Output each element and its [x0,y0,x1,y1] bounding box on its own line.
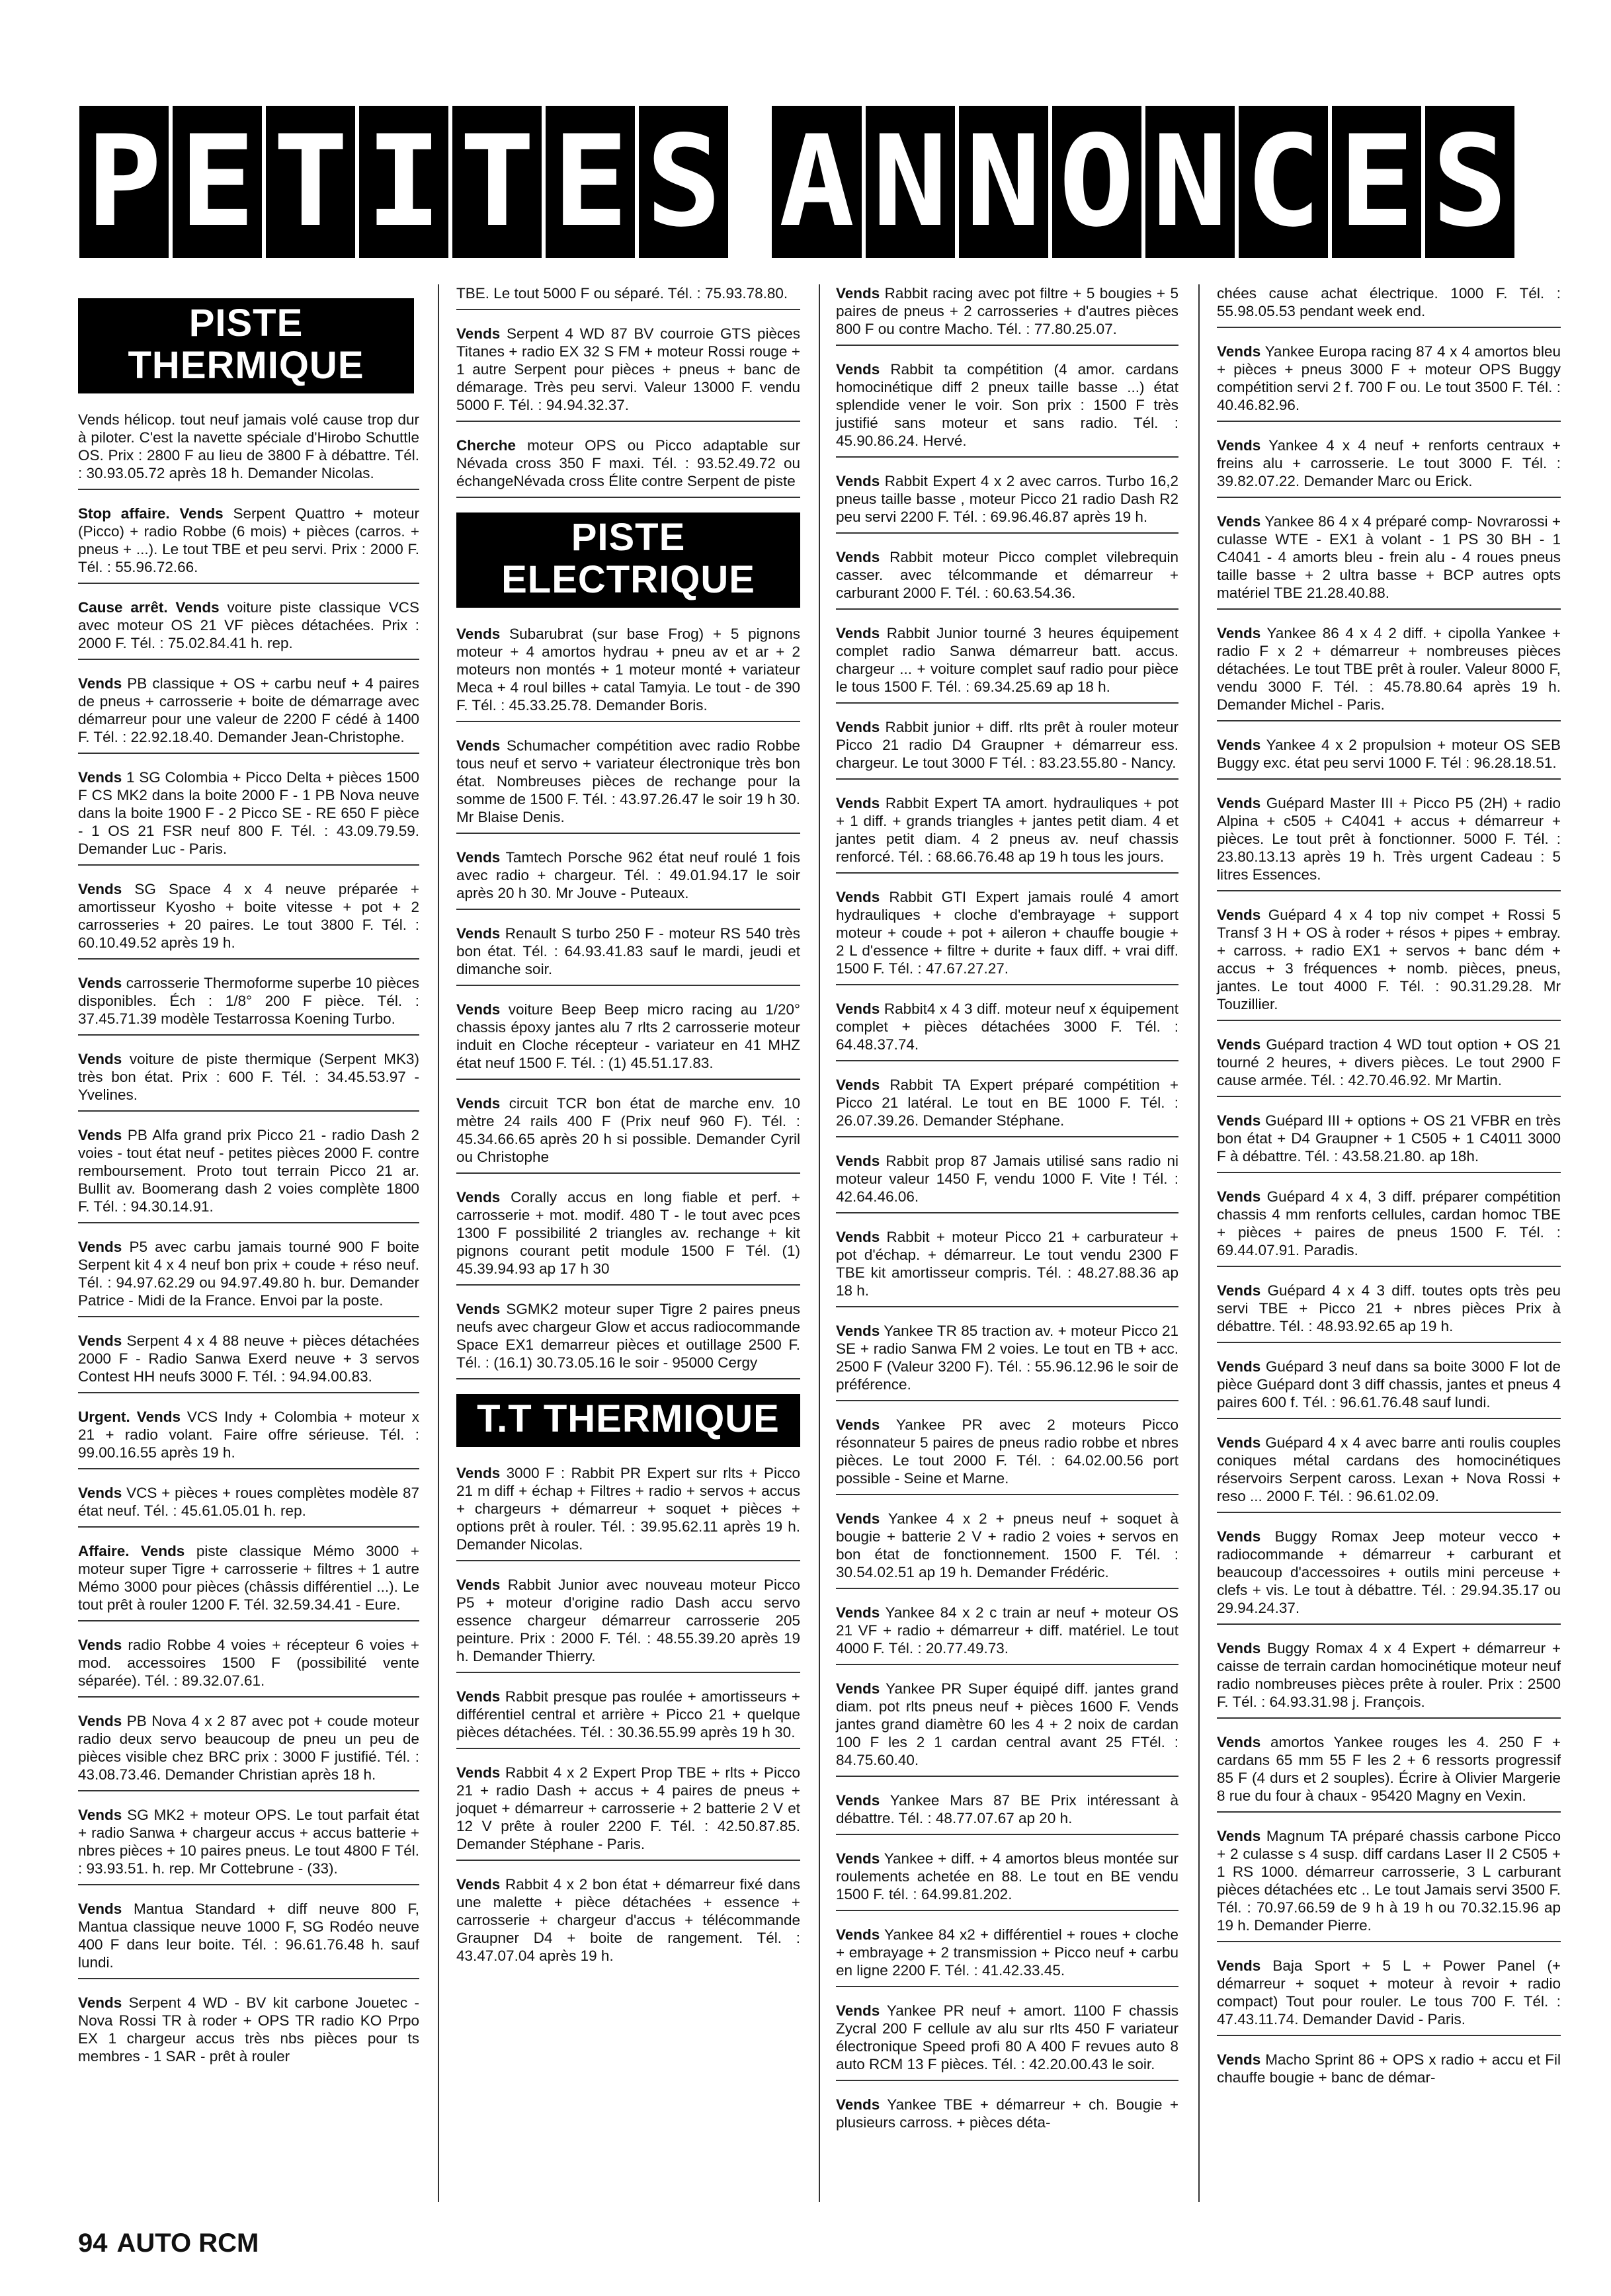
ad-text: Baja Sport + 5 L + Power Panel (+ démarreur + soquet + moteur à revoir + radio compact) Tout pour rouler. Le tous 700 F. Tél. : 47.43.11.74. Demander David - Paris. [1217,1957,1561,2028]
ad-lead: Cause arrêt. Vends [78,599,220,616]
ad-lead: Cherche [456,437,516,454]
ad-lead: Vends [78,769,122,786]
ad-lead: Vends [836,1323,880,1339]
ad-lead: Vends [836,889,880,905]
ad-text: Corally accus en long fiable et perf. + carrosserie + mot. modif. 480 T - le tout avec pces 1300 F possibilité 2 triangles av. rechange + kit pignons courant petit module 1500 F Tél. (1) 45.39.94.93 ap 17 h 30 [456,1189,800,1277]
classified-ad [1217,1188,1561,1267]
ad-lead: Vends [836,549,880,565]
classified-ad [78,1542,419,1621]
classified-ad [456,625,800,722]
banner-letter: C [1239,106,1328,258]
banner-letter: P [79,106,169,258]
ad-lead: Vends [836,1792,880,1809]
classified-ad [1217,2051,1561,2093]
banner-letter: O [1052,106,1141,258]
ad-text: Buggy Romax Jeep moteur vecco + radiocommande + démarreur + carburant et beaucoup d'accessoires + outils mini perceuse + clefs + vis. Le tout à débattre. Tél. : 29.94.35.17 ou 29.94.24.37. [1217,1528,1561,1616]
classified-ad [836,1000,1178,1061]
ad-lead: Vends [78,975,122,991]
banner-letter: E [1332,106,1421,258]
ad-text: Guépard 4 x 4 avec barre anti roulis couples coniques métal cardans des homocinétiques réservoirs Serpent caross. Lexan + Nova Rossi + reso ... 2000 F. Tél. : 96.61.02.09. [1217,1434,1561,1504]
ad-lead: Vends [78,881,122,897]
ad-lead: Vends [78,1637,122,1653]
ad-lead: Vends [1217,795,1261,811]
classified-ad [836,1322,1178,1401]
ad-lead: Vends [1217,437,1261,454]
classified-ad [836,284,1178,346]
ad-text: Yankee 4 x 2 propulsion + moteur OS SEB Buggy exc. état peu servi 1000 F. Tél : 96.28.18.51. [1217,737,1561,771]
ad-lead: Vends [836,1077,880,1093]
classified-ad [1217,512,1561,610]
ad-text: P5 avec carbu jamais tourné 900 F boite Serpent kit 4 x 4 neuf bon prix + coude + réso neuf. Tél. : 94.97.62.29 ou 94.97.49.80 h. bur. Demander Patrice - Midi de la France. Envoi par la poste. [78,1239,419,1309]
classified-ad [78,974,419,1036]
ad-lead: Vends [836,1510,880,1527]
ad-lead: Vends [1217,1640,1261,1657]
ad-lead: Vends [836,2002,880,2019]
classified-ad [836,2096,1178,2138]
classified-ad [456,325,800,422]
ad-lead: Vends [836,285,880,302]
ad-text: Guépard traction 4 WD tout option + OS 21 tourné 2 heures, + divers pièces. Le tout 2900 F cause armée. Tél. : 42.70.46.92. Mr Martin. [1217,1036,1561,1088]
ad-text: Macho Sprint 86 + OPS x radio + accu et Fil chauffe bougie + banc de démar- [1217,2051,1561,2086]
classified-ad [456,1688,800,1749]
ad-text: SGMK2 moteur super Tigre 2 paires pneus neufs avec chargeur Glow et accus radiocommande Space EX1 demarreur pièces et outillage 2500 F. Tél. : (16.1) 30.73.05.16 le soir - 95000 Cergy [456,1301,800,1371]
ad-text: TBE. Le tout 5000 F ou séparé. Tél. : 75.93.78.80. [456,285,788,302]
classified-ad [1217,1112,1561,1173]
ad-text: PB Nova 4 x 2 87 avec pot + coude moteur radio deux servo beaucoup de pneu un peu de pièces visible chez BRC prix : 3000 F justifié. Tél. : 43.08.73.46. Demander Christian après 18 h. [78,1713,419,1783]
classified-ad [456,737,800,834]
ad-lead: Stop affaire. Vends [78,505,224,522]
ad-text: Yankee PR Super équipé diff. jantes grand diam. pot rlts pneus neuf + pièces 1600 F. Vends jantes grand diamètre 60 les 4 + 2 noix de cardan 100 F les 2 1 cardan central avant 25 FTél. : 84.75.60.40. [836,1680,1178,1768]
ad-lead: Vends [1217,1036,1261,1053]
classified-ad [78,1408,419,1469]
ad-text: Vends hélicop. tout neuf jamais volé cause trop dur à piloter. C'est la navette spéciale d'Hirobo Schuttle OS. Prix : 2800 F au lieu de 3800 F à débattre. Tél. : 30.93.05.72 après 18 h. Demander Nicolas. [78,411,419,481]
column-3 [836,284,1178,2152]
banner-letter: N [959,106,1048,258]
classified-ad [456,284,800,310]
ad-lead: Vends [1217,1528,1261,1545]
ad-text: Serpent 4 WD 87 BV courroie GTS pièces Titanes + radio EX 32 S FM + moteur Rossi rouge + 1 autre Serpent pour pièces + pneus + banc de démarage. Très peu servi. Valeur 13000 F. vendu 5000 F. Tél. : 94.94.32.37. [456,325,800,413]
ad-lead: Vends [836,1416,880,1433]
magazine-name: AUTO RCM [116,2229,259,2258]
classified-ad [1217,284,1561,328]
ad-text: PB Alfa grand prix Picco 21 - radio Dash 2 voies - tout état neuf - petites pièces 2000 F. contre remboursement. Proto tout terrain Picco 21 ar. Bullit av. Boomerang dash 2 voies complète 1800 F. Tél. : 94.30.14.91. [78,1127,419,1215]
ad-lead: Vends [836,625,880,641]
classified-ad [836,360,1178,458]
ad-lead: Vends [78,1713,122,1729]
classified-ad [1217,794,1561,891]
ad-lead: Vends [1217,737,1261,753]
classified-ad [456,848,800,910]
classified-ad [1217,736,1561,780]
ad-text: voiture de piste thermique (Serpent MK3) très bon état. Prix : 600 F. Tél. : 34.45.53.97 - Yvelines. [78,1051,419,1103]
classified-ad [836,1228,1178,1307]
ad-text: Yankee 84 x 2 c train ar neuf + moteur OS 21 VF + radio + démarreur + diff. matériel. Le tout 4000 F. Tél. : 20.77.49.73. [836,1604,1178,1657]
ad-text: Subarubrat (sur base Frog) + 5 pignons moteur + 4 amortos hydrau + pneu av et ar + 2 moteurs non montés + 1 moteur monté + variateur Meca + 4 roul billes + catal Tamyia. Le tout - de 390 F. Tél. : 45.33.25.78. Demander Boris. [456,626,800,714]
ad-text: Yankee 4 x 4 neuf + renforts centraux + freins alu + carrosserie. Le tout 3000 F. Tél. : 39.82.07.22. Demander Marc ou Erick. [1217,437,1561,489]
ad-lead: Vends [836,2096,880,2113]
ad-lead: Vends [1217,1434,1261,1451]
ad-text: Rabbit presque pas roulée + amortisseurs + différentiel central et arrière + Picco 21 + quelque pièces détachées. Tél. : 30.36.55.99 après 19 h 30. [456,1688,800,1741]
banner-letter: E [173,106,262,258]
page-number: 94 [78,2229,108,2258]
ad-text: Rabbit Junior avec nouveau moteur Picco P5 + moteur d'origine radio Dash accu servo essence chargeur démarreur carrosserie 205 peinture. Prix : 2000 F. Tél. : 48.55.39.20 après 19 h. Demander Thierry. [456,1577,800,1664]
ad-text: Guépard 4 x 4, 3 diff. préparer compétition chassis 4 mm renforts cellules, cardan homoc TBE + pièces + paires de pneus 1500 F. Tél. : 69.44.07.91. Paradis. [1217,1188,1561,1258]
classified-ad [1217,1528,1561,1625]
ad-text: circuit TCR bon état de marche env. 10 mètre 24 rails 400 F (Prix neuf 960 F). Tél. : 45.34.66.65 après 20 h si possible. Demander Cyril ou Christophe [456,1095,800,1165]
ad-lead: Vends [1217,1957,1261,1974]
ad-lead: Vends [456,1764,501,1781]
classified-ad [836,888,1178,985]
classified-ad [78,1900,419,1979]
ad-text: Rabbit GTI Expert jamais roulé 4 amort hydrauliques + cloche d'embrayage + support moteur + coude + pot + aileron + chauffe bougie + 2 L d'essence + filtre + durite + faux diff. + vrai diff. 1500 F. Tél. : 47.67.27.27. [836,889,1178,977]
ad-text: Schumacher compétition avec radio Robbe tous neuf et servo + variateur électronique très bon état. Nombreuses pièces de rechange pour la somme de 1500 F. Tél. : 43.97.26.47 le soir 19 h 30. Mr Blaise Denis. [456,737,800,825]
ad-lead: Vends [836,473,880,489]
ad-text: SG Space 4 x 4 neuve préparée + amortisseur Kyosho + boite vitesse + pot + 2 carrosseries + 20 paires. Le tout 3800 F. Tél. : 60.10.49.52 après 19 h. [78,881,419,951]
ad-text: Buggy Romax 4 x 4 Expert + démarreur + caisse de terrain cardan homocinétique moteur neuf radio nombreuses pièces prête à rouler. Prix : 2500 F. Tél. : 64.93.31.98 j. François. [1217,1640,1561,1710]
ad-lead: Vends [456,1189,501,1206]
ad-text: Rabbit junior + diff. rlts prêt à rouler moteur Picco 21 radio D4 Graupner + démarreur ess. chargeur. Le tout 3000 F Tél. : 83.23.55.80 - Nancy. [836,719,1178,771]
classified-ad [1217,436,1561,498]
classified-ad [456,1188,800,1286]
ad-lead: Vends [456,1301,501,1317]
ad-text: Serpent 4 x 4 88 neuve + pièces détachées 2000 F - Radio Sanwa Exerd neuve + 3 servos Contest HH neufs 3000 F. Tél. : 94.94.00.83. [78,1332,419,1385]
ad-text: Rabbit Junior tourné 3 heures équipement complet radio Sanwa démarreur batt. accus. chargeur ... + voiture complet sauf radio pour pièce le tous 1500 F. Tél. : 69.34.25.69 ap 18 h. [836,625,1178,695]
banner-letter: A [772,106,861,258]
classified-ad [456,1764,800,1861]
ad-text: Rabbit 4 x 2 Expert Prop TBE + rlts + Picco 21 + radio Dash + accus + 4 paires de pneus + joquet + démarreur + carrosserie + 2 batterie 2 V et 12 V prête à rouler 2200 F. Tél. : 42.50.87.85. Demander Stéphane - Paris. [456,1764,800,1852]
ad-text: amortos Yankee rouges les 4. 250 F + cardans 65 mm 55 F les 2 + 6 ressorts progressif 85 F (4 durs et 2 souples). Écrire à Olivier Margerie 8 rue du four à chaux - 95420 Magny en Vexin. [1217,1734,1561,1804]
classified-ad [78,1332,419,1393]
classified-ad [78,768,419,866]
ad-text: Guépard III + options + OS 21 VFBR en très bon état + D4 Graupner + 1 C505 + 1 C4011 3000 F à débattre. Tél. : 43.58.21.80. ap 18h. [1217,1112,1561,1165]
classified-ad [1217,624,1561,721]
ad-lead: Vends [456,1577,501,1593]
ad-text: SG MK2 + moteur OPS. Le tout parfait état + radio Sanwa + chargeur accus + accus batterie + nbres pièces + 10 paires pneus. Le tout 4800 F Tél. : 93.93.51. h. rep. Mr Cottebrune - (33). [78,1807,419,1877]
classified-ad [78,1238,419,1317]
ad-text: Yankee Mars 87 BE Prix intéressant à débattre. Tél. : 48.77.07.67 ap 20 h. [836,1792,1178,1826]
ad-text: carrosserie Thermoforme superbe 10 pièces disponibles. Éch : 1/8° 200 F pièce. Tél. : 37.45.71.39 modèle Testarrossa Koening Turbo. [78,975,419,1027]
classified-ad [836,1680,1178,1777]
ad-text: Rabbit ta compétition (4 amor. cardans homocinétique diff 2 pneux taille basse ...) état splendide vener le voir. Son prix : 1500 F très justifié sans moteur et sans radio. Tél. : 45.90.86.24. Hervé. [836,361,1178,449]
ad-text: Rabbit Expert 4 x 2 avec carros. Turbo 16,2 pneus taille basse , moteur Picco 21 radio Dash R2 peu servi 2200 F. Tél. : 69.96.46.87 après 19 h. [836,473,1178,525]
ad-text: Mantua Standard + diff neuve 800 F, Mantua classique neuve 1000 F, SG Rodéo neuve 400 F dans leur boite. Tél. : 96.61.76.48 h. sauf lundi. [78,1901,419,1971]
classified-ad [1217,1434,1561,1513]
ad-lead: Vends [78,675,122,692]
classified-ad [1217,1733,1561,1813]
ad-text: Yankee 4 x 2 + pneus neuf + soquet à bougie + batterie 2 V + radio 2 voies + servos en bon état de fonctionnement. 1500 F. Tél. : 30.54.02.51 ap 19 h. Demander Frédéric. [836,1510,1178,1580]
ad-text: moteur OPS ou Picco adaptable sur Névada cross 350 F maxi. Tél. : 93.52.49.72 ou échangeNévada cross Élite contre Serpent de piste [456,437,800,489]
ad-lead: Vends [836,1153,880,1169]
ad-lead: Vends [78,1994,122,2011]
classified-ad [78,1050,419,1112]
classified-ad [78,598,419,660]
ad-lead: Vends [456,1095,501,1112]
ad-lead: Vends [836,1926,880,1943]
ad-text: Tamtech Porsche 962 état neuf roulé 1 fois avec radio + chargeur. Tél. : 49.01.94.17 le soir après 20 h 30. Mr Jouve - Puteaux. [456,849,800,901]
classified-ad [78,411,419,490]
ad-text: PB classique + OS + carbu neuf + 4 paires de pneus + carrosserie + boite de démarrage avec démarreur pour une valeur de 2200 F cédé à 1400 F. Tél. : 22.92.18.40. Demander Jean-Christophe. [78,675,419,745]
ad-lead: Vends [456,1688,501,1705]
ad-text: radio Robbe 4 voies + récepteur 6 voies + mod. accessoires 1500 F (possibilité vente séparée). Tél. : 89.32.07.61. [78,1637,419,1689]
ad-text: 1 SG Colombia + Picco Delta + pièces 1500 F CS MK2 dans la boite 2000 F - 1 PB Nova neuve dans la boite 1900 F - 2 Picco SE - RE 650 F pièce - 1 OS 21 FSR neuf 800 F. Tél. : 43.09.79.59. Demander Luc - Paris. [78,769,419,857]
classified-ad [1217,1358,1561,1419]
ad-text: VCS Indy + Colombia + moteur x 21 + radio volant. Faire offre sérieuse. Tél. : 99.00.16.55 après 19 h. [78,1409,419,1461]
ad-lead: Vends [1217,2051,1261,2068]
ad-lead: Vends [78,1332,122,1349]
ad-text: Rabbit Expert TA amort. hydrauliques + pot + 1 diff. + grands triangles + jantes petit diam. 4 et jantes petit diam. 4 2 pneus av. neuf chassis renforcé. Tél. : 68.66.76.48 ap 19 h tous les jours. [836,795,1178,865]
ad-lead: Vends [1217,1358,1261,1375]
classified-ad [78,1126,419,1223]
column-2 [456,284,800,1986]
column-4 [1217,284,1561,2108]
ad-text: Rabbit prop 87 Jamais utilisé sans radio ni moteur valeur 1450 F, vendu 1000 F. Vite ! Tél. : 42.64.46.06. [836,1153,1178,1205]
classified-ad [78,1636,419,1698]
column-1 [78,294,419,2086]
section-heading: T.T THERMIQUE [456,1394,800,1447]
classified-ad [1217,1957,1561,2036]
classified-ad [456,1001,800,1080]
ad-text: Yankee 84 x2 + différentiel + roues + cloche + embrayage + 2 transmission + Picco neuf + carbu en ligne 2200 F. Tél. : 41.42.33.45. [836,1926,1178,1979]
classified-ad [836,624,1178,704]
classified-ad [836,1604,1178,1665]
ad-text: Rabbit racing avec pot filtre + 5 bougies + 5 paires de pneus + 2 carrosseries + d'autres pièces 800 F ou contre Macho. Tél. : 77.80.25.07. [836,285,1178,337]
ad-lead: Vends [456,849,501,866]
ad-text: voiture piste classique VCS avec moteur OS 21 VF pièces détachées. Prix : 2000 F. Tél. : 75.02.84.41 h. rep. [78,599,419,651]
ad-lead: Vends [456,1465,501,1481]
banner-letter: I [359,106,448,258]
ad-lead: Vends [836,1680,880,1697]
classified-ad [836,548,1178,610]
classified-ad [78,880,419,960]
ad-lead: Vends [1217,1734,1261,1750]
ad-text: Yankee 86 4 x 4 2 diff. + cipolla Yankee + radio F x 2 + démarreur + nombreuses pièces détachées. Le tout TBE prêt à rouler. Valeur 8000 F, vendu 3000 F. Tél. : 45.78.80.64 après 19 h. Demander Michel - Paris. [1217,625,1561,713]
classified-ad [836,1850,1178,1911]
classified-ad [836,718,1178,780]
ad-lead: Vends [1217,625,1261,641]
ad-lead: Vends [456,737,501,754]
ad-text: Guépard 4 x 4 top niv compet + Rossi 5 Transf 3 H + OS à roder + résos + pipes + embray. + carross. + radio EX1 + servos + banc dém + accus + 3 fréquences + nomb. pièces, pneus, jantes. Le tout 4000 F. Tél. : 90.31.29.28. Mr Touzillier. [1217,907,1561,1012]
ad-text: Serpent Quattro + moteur (Picco) + radio Robbe (6 mois) + pièces (carros. + pneus + ...). Le tout TBE et peu servi. Prix : 2000 F. Tél. : 55.96.72.66. [78,505,419,575]
ad-text: Yankee Europa racing 87 4 x 4 amortos bleu + pièces + pneus 3000 F + moteur OPS Buggy compétition servi 2 f. 700 F ou. Le tout 3500 F. Tél. : 40.46.82.96. [1217,343,1561,413]
classified-ad [456,1875,800,1971]
ad-lead: Vends [836,719,880,735]
banner-letter: S [1425,106,1514,258]
ad-text: Yankee PR neuf + amort. 1100 F chassis Zycral 200 F cellule av alu sur rlts 450 F variateur électronique Speed profi 80 A 400 F revues auto 8 auto RCM 13 F pièces. Tél. : 42.20.00.43 le soir. [836,2002,1178,2072]
ad-text: Yankee TR 85 traction av. + moteur Picco 21 SE + radio Sanwa FM 2 voies. Le tout en TB + acc. 2500 F (Valeur 3200 F). Tél. : 55.96.12.96 le soir de préférence. [836,1323,1178,1393]
banner-letter [732,106,768,258]
classified-ad [836,1791,1178,1835]
ad-text: Yankee PR avec 2 moteurs Picco résonnateur 5 paires de pneus radio robbe et nbres pièces. Le tout 2000 F. Tél. : 64.02.00.56 port possible - Seine et Marne. [836,1416,1178,1487]
banner-letter: N [1145,106,1235,258]
section-heading: PISTE ELECTRIQUE [456,512,800,608]
ad-lead: Vends [456,1876,501,1893]
ad-lead: Vends [836,361,880,378]
ad-text: VCS + pièces + roues complètes modèle 87 état neuf. Tél. : 45.61.05.01 h. rep. [78,1485,419,1519]
petites-annonces-banner [79,106,1514,258]
classified-ad [456,1094,800,1174]
ad-lead: Vends [1217,513,1261,530]
ad-lead: Urgent. Vends [78,1409,181,1425]
classified-ad [456,1300,800,1379]
ad-lead: Vends [836,1850,880,1867]
ad-text: Guépard Master III + Picco P5 (2H) + radio Alpina + c505 + C4041 + accus + démarreur + pièces. Le tout prêt à fonctionner. 5000 F. Tél. : 23.80.13.13 après 19 h. Très urgent Cadeau : 5 litres Essences. [1217,795,1561,883]
column-divider [1198,284,1200,2202]
classified-ad [78,1994,419,2072]
ad-lead: Vends [456,1001,501,1018]
classified-ad [1217,1282,1561,1343]
ad-lead: Vends [1217,1828,1261,1844]
ad-lead: Vends [78,1239,122,1255]
banner-letter: N [866,106,955,258]
classified-ad [836,794,1178,874]
ad-text: Rabbit TA Expert préparé compétition + Picco 21 latéral. Le tout en BE 1000 F. Tél. : 26.07.39.26. Demander Stéphane. [836,1077,1178,1129]
classified-ad [836,1076,1178,1137]
ad-lead: Vends [1217,1282,1261,1299]
ad-text: Serpent 4 WD - BV kit carbone Jouetec - Nova Rossi TR à roder + OPS TR radio KO Prpo EX 1 chargeur accus très nbs pièces pour ts membres - 1 SAR - prêt à rouler [78,1994,419,2065]
ad-text: piste classique Mémo 3000 + moteur super Tigre + carrosserie + filtres + 1 autre Mémo 3000 pour pièces (châssis différentiel ...). Le tout prêt à rouler 1200 F. Tél. 32.59.34.41 - Eure. [78,1543,419,1613]
classified-ad [1217,1827,1561,1942]
classified-ad [78,1484,419,1528]
classified-ad [1217,343,1561,422]
ad-text: Rabbit4 x 4 3 diff. moteur neuf x équipement complet + pièces détachées 3000 F. Tél. : 64.48.37.74. [836,1001,1178,1053]
section-heading: PISTE THERMIQUE [78,298,414,393]
ad-text: Yankee + diff. + 4 amortos bleus montée sur roulements achetée en 88. Le tout en BE vendu 1500 F. tél. : 64.99.81.202. [836,1850,1178,1903]
column-divider [438,284,439,2202]
classified-ad [836,1416,1178,1495]
classified-ad [78,1712,419,1791]
classified-ad [456,1464,800,1561]
ad-text: Rabbit + moteur Picco 21 + carburateur + pot d'échap. + démarreur. Le tout vendu 2300 F TBE kit amortisseur compris. Tél. : 48.27.88.36 ap 18 h. [836,1229,1178,1299]
classified-ad [78,1806,419,1885]
ad-lead: Vends [78,1807,122,1823]
ad-lead: Vends [78,1127,122,1143]
classified-ad [836,2002,1178,2081]
classified-ad [456,1576,800,1673]
classified-ad [456,436,800,498]
ad-lead: Vends [1217,343,1261,360]
ad-lead: Vends [78,1051,122,1067]
ad-lead: Vends [78,1901,122,1917]
ad-text: Rabbit 4 x 2 bon état + démarreur fixé dans une malette + pièce détachées + essence + carrosserie + chargeur d'accus + télécommande Graupner D4 + boite de rangement. Tél. : 43.47.07.04 après 19 h. [456,1876,800,1964]
column-divider [819,284,820,2202]
ad-lead: Vends [836,1229,880,1245]
ad-lead: Affaire. Vends [78,1543,185,1559]
ad-lead: Vends [78,1485,122,1501]
ad-lead: Vends [1217,1188,1261,1205]
classified-ad [1217,906,1561,1021]
classified-ad [836,1152,1178,1213]
banner-letter: E [546,106,635,258]
ad-text: Rabbit moteur Picco complet vilebrequin casser. avec télcommande et démarreur + carburant 2000 F. Tél. : 60.63.54.36. [836,549,1178,601]
ad-text: voiture Beep Beep micro racing au 1/20° chassis époxy jantes alu 7 rlts 2 carrosserie moteur induit en Cloche récepteur - variateur en 41 MHZ état neuf 1500 F. Tél. : (1) 45.51.17.83. [456,1001,800,1071]
classified-ad [836,1926,1178,1987]
classified-ad [456,924,800,986]
ad-text: Renault S turbo 250 F - moteur RS 540 très bon état. Tél. : 64.93.41.83 sauf le mardi, jeudi et dimanche soir. [456,925,800,977]
ad-lead: Vends [456,626,501,642]
ad-lead: Vends [456,325,501,342]
banner-letter: S [639,106,728,258]
classified-ad [78,505,419,584]
ad-text: chées cause achat électrique. 1000 F. Tél. : 55.98.05.53 pendant week end. [1217,285,1561,319]
ad-lead: Vends [1217,1112,1261,1129]
ad-lead: Vends [836,1604,880,1621]
ad-text: Yankee 86 4 x 4 préparé comp- Novrarossi + culasse WTE - EX1 à volant - 1 PS 30 BH - 1 C4041 - 4 amorts bleu - frein alu - 4 roues pneus taille basse + 2 ultra basse + BCP autres opts matériel TBE 21.28.40.88. [1217,513,1561,601]
ad-text: 3000 F : Rabbit PR Expert sur rlts + Picco 21 m diff + échap + Filtres + radio + servos + accus + chargeurs + démarreur + soquet + pièces + options prêt à rouler. Tél. : 39.95.62.11 après 19 h. Demander Nicolas. [456,1465,800,1553]
ad-text: Magnum TA préparé chassis carbone Picco + 2 culasse s 4 susp. diff cardans Laser II 2 C505 + 1 RS 1000. démarreur carrosserie, 3 L carburant pièces détachées etc .. Le tout Jamais servi 3500 F. Tél. : 70.97.66.59 de 9 h à 19 h ou 70.32.15.96 ap 19 h. Demander Pierre. [1217,1828,1561,1934]
ad-text: Yankee TBE + démarreur + ch. Bougie + plusieurs carross. + pièces déta- [836,2096,1178,2131]
ad-lead: Vends [1217,907,1261,923]
ad-text: Guépard 3 neuf dans sa boite 3000 F lot de pièce Guépard dont 3 diff chassis, jantes et pneus 4 paires 600 f. Tél. : 96.61.76.48 sauf lundi. [1217,1358,1561,1411]
page-footer [78,2229,259,2258]
classified-ad [78,675,419,754]
classified-ad [836,472,1178,534]
banner-letter: T [452,106,542,258]
banner-letter: T [266,106,355,258]
ad-lead: Vends [836,795,880,811]
classified-ad [836,1510,1178,1589]
classified-ad [1217,1036,1561,1097]
ad-text: Guépard 4 x 4 3 diff. toutes opts très peu servi TBE + Picco 21 + nbres pièces Prix à débattre. Tél. : 48.93.92.65 ap 19 h. [1217,1282,1561,1334]
ad-lead: Vends [456,925,501,942]
classified-ad [1217,1639,1561,1719]
ad-lead: Vends [836,1001,880,1017]
